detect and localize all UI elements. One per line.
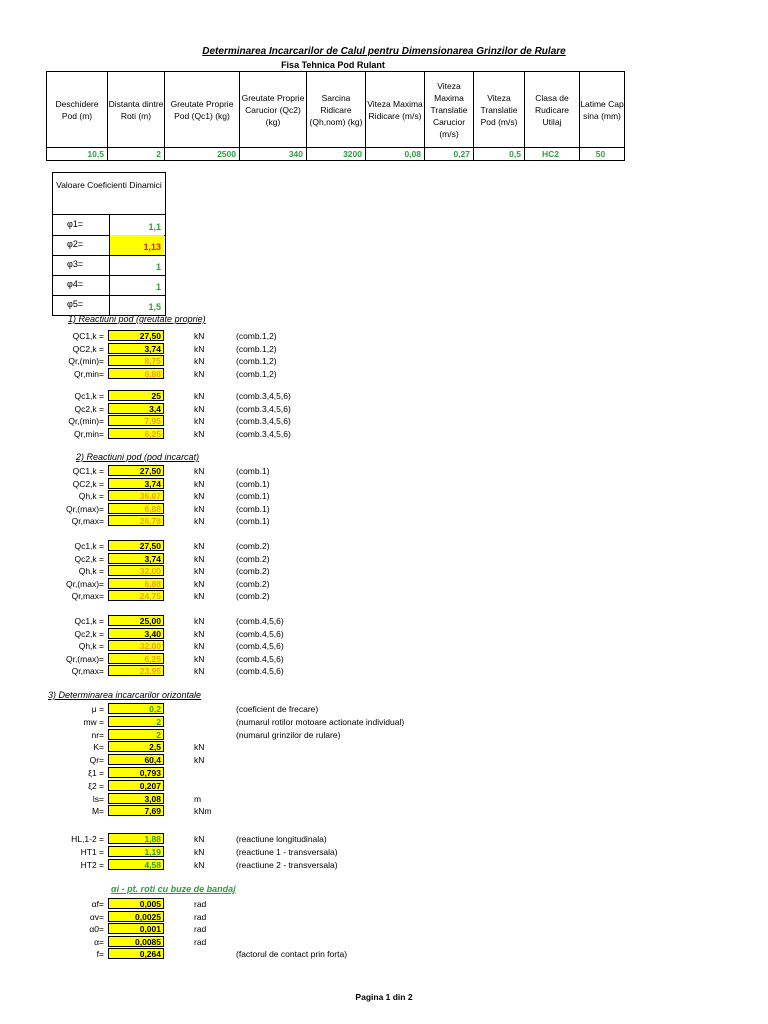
section-3-title: 3) Determinarea incarcarilor orizontale [48,690,202,700]
calc-label: QC1,k = [72,331,104,341]
calc-value: 4,58 [108,859,164,870]
calc-label: nr= [91,729,104,740]
calc-value: 0,0085 [108,936,164,947]
calc-value: 3,40 [108,628,164,639]
calc-note: (numarul rotilor motoare actionate individual) [236,716,405,727]
calc-note: (comb.2) [236,553,270,564]
calc-value: 36,07 [108,490,164,501]
calc-value: 6,88 [108,578,164,589]
calc-unit: kN [194,847,205,857]
calc-value: 26,78 [108,515,164,526]
coef-row [53,215,165,236]
calc-label: Qr,(min)= [68,356,104,367]
calc-note: (factorul de contact prin forta) [236,949,348,960]
spec-value: HC2 [525,148,580,161]
calc-row [0,936,700,948]
calc-label: Qc2,k = [74,628,104,639]
coef-header: Valoare Coeficienti Dinamici [53,173,165,215]
calc-value: 3,74 [108,478,164,489]
spec-value: 0,27 [425,148,474,161]
coef-value: 1,5 [109,295,164,315]
coef-value: 1,1 [109,215,164,235]
calc-unit: kN [194,503,205,514]
calc-note: (reactiune 1 - transversala) [236,847,338,857]
coef-label: φ4= [67,279,84,289]
calc-label: K= [93,742,104,753]
calc-label: ξ1 = [88,768,104,778]
calc-value: 24,75 [108,590,164,601]
calc-label: Qr,min= [74,368,104,379]
calc-row [0,640,700,652]
coef-row [53,235,165,256]
calc-value: 0,207 [108,780,164,791]
calc-value: 7,95 [108,415,164,426]
calc-note: (comb.4,5,6) [236,628,284,639]
calc-note: (coeficient de frecare) [236,704,319,714]
calc-note: (comb.1) [236,491,270,502]
calc-label: QC2,k = [72,478,104,489]
calc-unit: kN [194,428,205,439]
calc-row [0,355,700,367]
calc-value: 3,08 [108,793,164,804]
calc-value: 7,69 [108,805,164,816]
calc-value: 8,75 [108,355,164,366]
calc-row [0,665,700,677]
calc-value: 27,50 [108,330,164,341]
calc-label: Qc2,k = [74,403,104,414]
calc-row [0,490,700,502]
spec-value: 10,5 [47,148,108,161]
calc-value: 3,74 [108,553,164,564]
calc-unit: kN [194,553,205,564]
calc-unit: kN [194,641,205,652]
coef-label: φ3= [67,259,84,269]
calc-row [0,729,700,741]
calc-note: (reactiune longitudinala) [236,834,327,844]
calc-value: 6,88 [108,503,164,514]
calc-unit: kN [194,566,205,577]
calc-label: M= [91,806,104,817]
calc-value: 2,5 [108,741,164,752]
calc-note: (comb.1) [236,466,270,476]
calc-row [0,390,700,402]
coef-row [53,295,165,315]
document-title: Determinarea Incarcarilor de Calul pentru Dimensionarea Grinzilor de Rulare [202,46,566,57]
calc-label: QC2,k = [72,343,104,354]
calc-note: (comb.2) [236,591,270,602]
calc-label: α0= [89,924,104,935]
spec-table [46,71,625,161]
col-header: Greutate Proprie Pod (Qc1) (kg) [165,72,240,148]
calc-unit: kN [194,416,205,427]
calc-row [0,515,700,527]
dynamic-coefficients-box [52,172,166,316]
calc-unit: rad [194,911,207,922]
calc-row [0,703,700,715]
coef-row [53,275,165,296]
col-header: Viteza Maxima Ridicare (m/s) [366,72,425,148]
coef-label: φ1= [67,219,84,229]
calc-row [0,503,700,515]
calc-unit: kN [194,666,205,677]
calc-row [0,833,700,845]
coef-value: 1 [109,255,164,275]
calc-row [0,780,700,792]
spec-value: 2 [108,148,165,161]
calc-row [0,368,700,380]
calc-label: Qh,k = [78,491,104,502]
col-header: Deschidere Pod (m) [47,72,108,148]
calc-value: 2 [108,716,164,727]
calc-row [0,403,700,415]
calc-row [0,859,700,871]
col-header: Sarcina Ridicare (Qh,nom) (kg) [307,72,366,148]
calc-label: Qr,(max)= [65,578,104,589]
col-header: Viteza Maxima Translatie Carucior (m/s) [425,72,474,148]
calc-row [0,590,700,602]
calc-unit: kN [194,368,205,379]
calc-label: Qr,max= [71,666,104,677]
calc-row [0,898,700,910]
calc-row [0,805,700,817]
calc-label: Qc1,k = [74,541,104,551]
calc-value: 0,001 [108,923,164,934]
calc-note: (comb.1,2) [236,368,277,379]
calc-unit: kN [194,591,205,602]
calc-label: ls= [92,793,104,804]
coef-value: 1,13 [109,235,164,255]
calc-row [0,754,700,766]
calc-label: ξ2 = [88,780,104,791]
calc-label: α= [94,936,104,947]
calc-row [0,540,700,552]
calc-row [0,578,700,590]
calc-value: 32,00 [108,565,164,576]
calc-value: 25 [108,390,164,401]
calc-note: (comb.1) [236,516,270,527]
calc-label: Qr,max= [71,591,104,602]
calc-row [0,330,700,342]
calc-note: (comb.4,5,6) [236,616,284,626]
calc-note: (comb.3,4,5,6) [236,403,291,414]
calc-value: 0,793 [108,767,164,778]
calc-note: (comb.2) [236,541,270,551]
calc-row [0,478,700,490]
calc-row [0,615,700,627]
calc-unit: kN [194,356,205,367]
calc-row [0,428,700,440]
spec-value: 50 [580,148,625,161]
calc-row [0,793,700,805]
calc-unit: kN [194,742,205,753]
calc-value: 32,00 [108,640,164,651]
calc-note: (numarul grinzilor de rulare) [236,729,341,740]
calc-unit: rad [194,936,207,947]
calc-label: QC1,k = [72,466,104,476]
calc-row [0,565,700,577]
calc-row [0,741,700,753]
calc-unit: m [194,793,202,804]
section-1-title: 1) Reactiuni pod (greutate proprie) [68,314,206,324]
calc-unit: kN [194,403,205,414]
calc-unit: kN [194,578,205,589]
calc-label: Qh,k = [78,641,104,652]
calc-note: (comb.3,4,5,6) [236,428,291,439]
calc-value: 23,95 [108,665,164,676]
calc-note: (comb.3,4,5,6) [236,391,291,401]
calc-note: (comb.4,5,6) [236,653,284,664]
calc-row [0,846,700,858]
calc-row [0,923,700,935]
calc-value: 2 [108,729,164,740]
calc-row [0,553,700,565]
calc-label: mw = [83,716,104,727]
calc-label: αf= [91,899,104,909]
calc-label: HT1 = [80,847,104,857]
calc-note: (comb.1,2) [236,356,277,367]
calc-value: 0,2 [108,703,164,714]
calc-unit: kN [194,834,205,844]
section-2-title: 2) Reactiuni pod (pod incarcat) [76,452,200,462]
calc-unit: kN [194,491,205,502]
calc-value: 0,264 [108,948,164,959]
alpha-title: αi - pt. roti cu buze de bandaj [111,884,236,894]
calc-label: Qc1,k = [74,616,104,626]
calc-unit: kN [194,616,205,626]
calc-label: Qh,k = [78,566,104,577]
calc-value: 0,0025 [108,911,164,922]
calc-row [0,948,700,960]
page-footer: Pagina 1 din 2 [355,992,413,1002]
calc-row [0,343,700,355]
calc-value: 6,25 [108,428,164,439]
calc-unit: kN [194,466,205,476]
calc-row [0,911,700,923]
coef-row [53,255,165,276]
calc-unit: kN [194,516,205,527]
calc-label: Qr,max= [71,516,104,527]
calc-row [0,716,700,728]
calc-note: (comb.2) [236,578,270,589]
spec-value: 340 [240,148,307,161]
calc-unit: kN [194,391,205,401]
calc-note: (comb.3,4,5,6) [236,416,291,427]
spec-value: 0,5 [474,148,525,161]
calc-unit: kN [194,343,205,354]
calc-label: Qr,(max)= [65,503,104,514]
coef-label: φ2= [67,239,84,249]
col-header: Distanta dintre Roti (m) [108,72,165,148]
calc-value: 60,4 [108,754,164,765]
calc-note: (comb.1) [236,503,270,514]
calc-note: (comb.2) [236,566,270,577]
calc-note: (comb.4,5,6) [236,641,284,652]
calc-row [0,767,700,779]
calc-label: Qr= [89,755,104,766]
calc-unit: kN [194,653,205,664]
calc-unit: kN [194,478,205,489]
calc-row [0,628,700,640]
calc-value: 27,50 [108,465,164,476]
coef-value: 1 [109,275,164,295]
spec-value: 2500 [165,148,240,161]
calc-label: μ = [91,704,104,714]
calc-unit: kN [194,331,205,341]
spec-value: 3200 [307,148,366,161]
calc-value: 3,4 [108,403,164,414]
calc-label: Qr,(max)= [65,653,104,664]
calc-value: 27,50 [108,540,164,551]
calc-label: HT2 = [80,860,104,870]
calc-value: 3,74 [108,343,164,354]
calc-label: αv= [89,911,104,922]
calc-unit: kN [194,541,205,551]
calc-note: (reactiune 2 - transversala) [236,860,338,870]
calc-note: (comb.4,5,6) [236,666,284,677]
col-header: Greutate Proprie Carucior (Qc2) (kg) [240,72,307,148]
calc-note: (comb.1,2) [236,343,277,354]
calc-value: 6,25 [108,653,164,664]
calc-row [0,465,700,477]
calc-label: Qc1,k = [74,391,104,401]
calc-label: f= [96,949,104,960]
calc-value: 1,88 [108,833,164,844]
spec-value: 0,08 [366,148,425,161]
calc-note: (comb.1,2) [236,331,277,341]
calc-value: 25,00 [108,615,164,626]
calc-value: 1,19 [108,846,164,857]
calc-unit: rad [194,899,207,909]
col-header: Viteza Translatie Pod (m/s) [474,72,525,148]
calc-value: 0,005 [108,898,164,909]
calc-unit: kN [194,755,205,766]
calc-label: Qc2,k = [74,553,104,564]
calc-unit: rad [194,924,207,935]
document-subtitle: Fisa Tehnica Pod Rulant [281,60,385,70]
col-header: Latime Cap sina (mm) [580,72,625,148]
col-header: Clasa de Rudicare Utilaj [525,72,580,148]
coef-label: φ5= [67,299,84,309]
calc-row [0,415,700,427]
calc-unit: kN [194,860,205,870]
calc-label: HL,1-2 = [71,834,104,844]
calc-row [0,653,700,665]
calc-label: Qr,(min)= [68,416,104,427]
calc-unit: kNm [194,806,212,817]
calc-label: Qr,min= [74,428,104,439]
calc-value: 6,88 [108,368,164,379]
calc-note: (comb.1) [236,478,270,489]
calc-unit: kN [194,628,205,639]
